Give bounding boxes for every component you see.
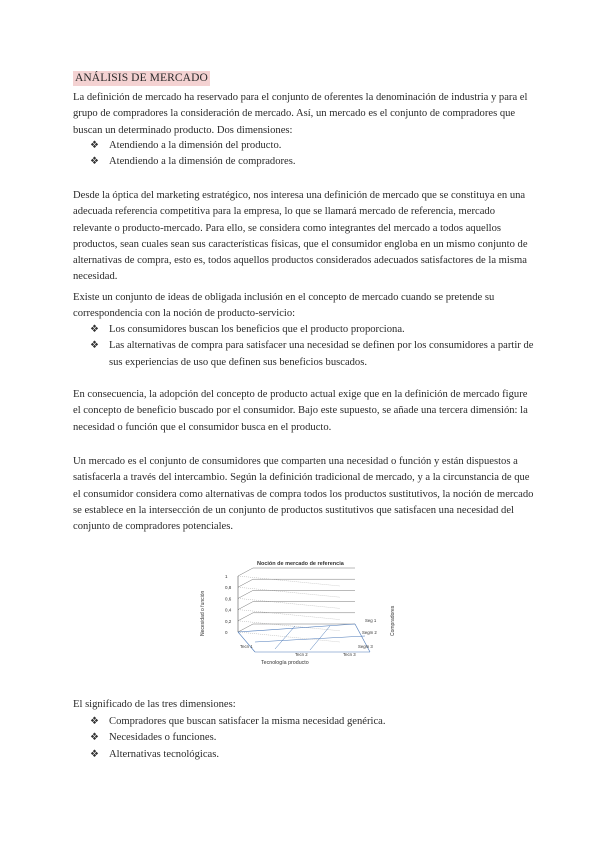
list-item: ❖ Alternativas tecnológicas. <box>90 747 535 763</box>
chart-x-axis-label: Tecnología producto <box>261 660 309 666</box>
chart-title: Noción de mercado de referencia <box>257 561 344 567</box>
gridline-front <box>238 576 340 586</box>
list-item: ❖ Atendiendo a la dimensión de compradores. <box>90 154 535 170</box>
diamond-bullet-icon: ❖ <box>90 156 99 168</box>
z-tick-label: Segm 3 <box>358 644 373 649</box>
market-reference-chart <box>195 556 400 668</box>
gridline-left <box>238 590 253 598</box>
gridline-front <box>238 598 340 608</box>
gridline-left <box>238 579 253 587</box>
section-heading: ANÁLISIS DE MERCADO <box>75 72 208 84</box>
y-tick-label: 0 <box>225 630 228 635</box>
floor-edge <box>238 624 355 632</box>
two-dimensions-list <box>90 138 535 171</box>
gridline-front <box>238 587 340 597</box>
diamond-bullet-icon: ❖ <box>90 716 99 727</box>
chart-x-ticks <box>240 644 356 657</box>
diamond-bullet-icon: ❖ <box>90 140 99 151</box>
list-item: ❖ Los consumidores buscan los beneficios que el producto proporciona. <box>90 322 535 338</box>
x-tick-label: Tecn 2 <box>295 652 308 657</box>
gridline-left <box>238 613 253 621</box>
consecuencia-paragraph: En consecuencia, la adopción del concepto de producto actual exige que en la definición de mercado figure el concepto de beneficio buscado por el consumidor. Bajo este supuesto, se añade una tercera dimensión: la necesidad o función que el consumidor busca en el producto. <box>73 389 528 433</box>
significado-paragraph: El significado de las tres dimensiones: <box>73 699 236 710</box>
gridline-front <box>238 632 340 642</box>
chart-z-axis-label: Compradores <box>390 605 396 636</box>
ideas-list <box>90 322 535 371</box>
chart-y-axis-label: Necesidad o función <box>200 590 206 636</box>
y-tick-label: 0,8 <box>225 585 232 591</box>
diamond-bullet-icon: ❖ <box>90 732 99 744</box>
list-item: ❖ Compradores que buscan satisfacer la misma necesidad genérica. <box>90 714 535 730</box>
y-tick-label: 0,4 <box>225 607 232 613</box>
marketing-paragraph: Desde la óptica del marketing estratégico, nos interesa una definición de mercado que se constituya en una adecuada referencia competitiva para la empresa, lo que se llamará mercado de referencia, mercado relevante o producto-mercado. Para ello, se considera como integrantes del mercado a todos aquellos productos, sean cuales sean sus características físicas, que el consumidor engloba en un mismo conjunto de alternativas de compra, esto es, todos aquellos productos considerados adecuados satisfactores de la misma necesidad. <box>73 190 528 283</box>
ideas-paragraph: Existe un conjunto de ideas de obligada inclusión en el concepto de mercado cuando se pretende su correspondencia con la noción de producto-servicio: <box>73 292 495 320</box>
x-tick-label: Tecn 1 <box>240 644 253 649</box>
y-tick-label: 0,2 <box>225 618 232 624</box>
z-tick-label: Seg 1 <box>365 618 377 623</box>
y-tick-label: 0,6 <box>225 596 232 602</box>
chart-y-ticks <box>225 574 232 635</box>
chart-grid <box>238 568 370 652</box>
diamond-bullet-icon: ❖ <box>90 324 99 335</box>
floor-edge <box>238 632 255 652</box>
chart-z-ticks <box>358 618 377 649</box>
z-tick-label: Segm 2 <box>362 630 377 635</box>
gridline-left <box>238 602 253 610</box>
gridline-left <box>238 568 253 576</box>
floor-divider <box>255 636 365 642</box>
intro-paragraph: La definición de mercado ha reservado para el conjunto de oferentes la denominación de industria y para el grupo de compradores la consideración de mercado. Así, un mercado es el conjunto de compradores que buscan un determinado producto. Dos dimensiones: <box>73 92 528 136</box>
x-tick-label: Tecn 3 <box>343 652 356 657</box>
gridline-left <box>238 624 253 632</box>
list-item: ❖ Las alternativas de compra para satisfacer una necesidad se definen por los consumidores a partir de sus experiencias de uso que definen sus beneficios buscados. <box>90 340 534 368</box>
list-item: ❖ Necesidades o funciones. <box>90 730 535 746</box>
three-dimensions-list <box>90 714 535 763</box>
gridline-front <box>238 610 340 620</box>
y-tick-label: 1 <box>225 574 228 579</box>
mercado-paragraph: Un mercado es el conjunto de consumidores que comparten una necesidad o función y están dispuestos a satisfacerla a través del intercambio. Según la definición tradicional de mercado, y a la circunstancia de que el consumidor considera como alternativas de compra todos los productos sustitutivos, la noción de mercado se establece en la intersección de un conjunto de productos sustitutivos que satisfacen una necesidad del conjunto de compradores potenciales. <box>73 456 534 533</box>
list-item: ❖ Atendiendo a la dimensión del producto. <box>90 138 535 154</box>
diamond-bullet-icon: ❖ <box>90 748 99 760</box>
diamond-bullet-icon: ❖ <box>90 340 99 352</box>
